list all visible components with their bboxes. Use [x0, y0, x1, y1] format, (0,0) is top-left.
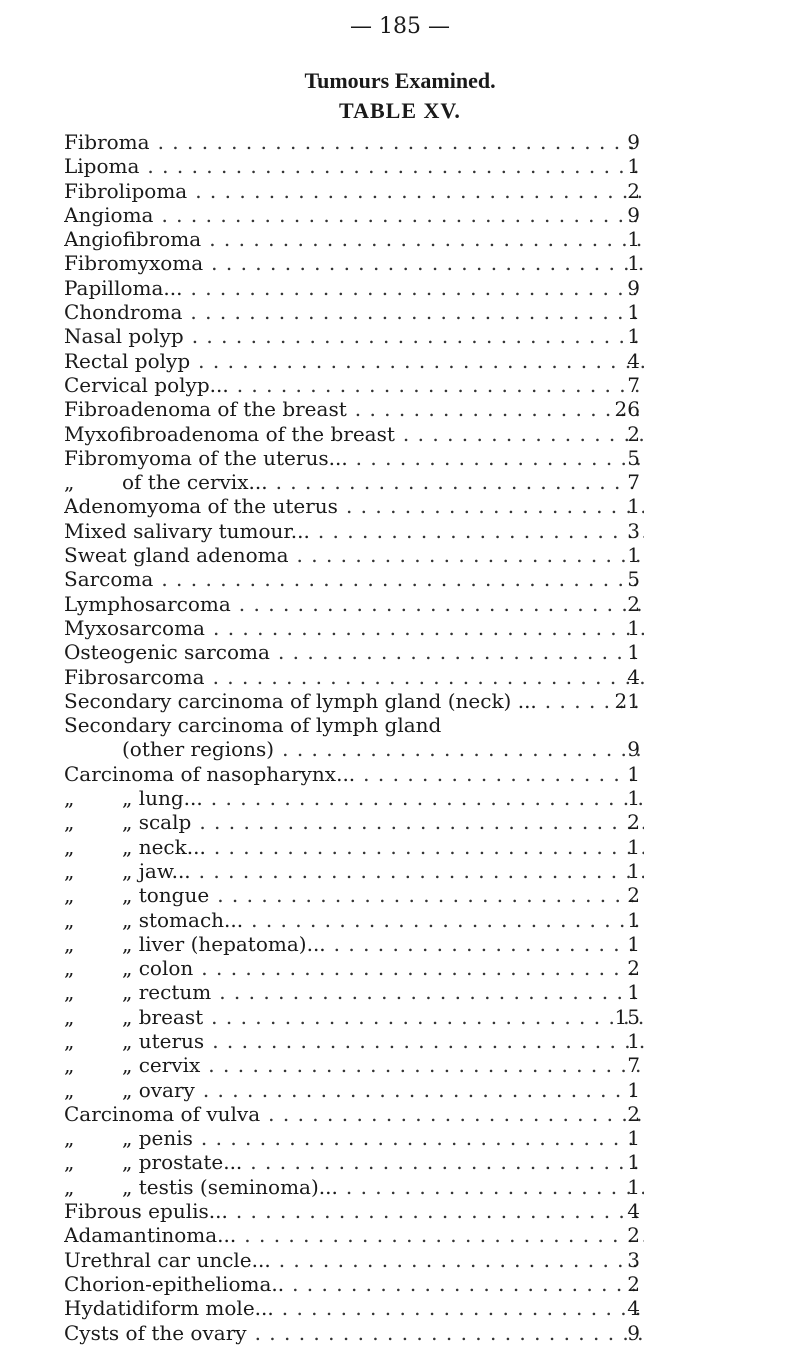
row-label	[64, 1248, 271, 1272]
row-count: 1	[627, 154, 640, 179]
ditto-mark: „	[64, 1150, 75, 1175]
table-row	[64, 737, 644, 761]
ditto-mark: „	[64, 907, 75, 932]
row-label	[64, 179, 187, 203]
row-label	[64, 980, 211, 1004]
row-count: 1	[627, 1077, 640, 1102]
row-label-text: Papilloma...	[64, 275, 183, 300]
leader-dots	[338, 1175, 644, 1199]
table-row	[64, 154, 644, 178]
row-count: 3	[627, 518, 640, 543]
row-label-text: Carcinoma of vulva	[64, 1101, 261, 1126]
leader-dots	[206, 835, 644, 859]
leader-dots	[150, 130, 644, 154]
row-label	[64, 1223, 236, 1247]
leader-dots	[310, 519, 644, 543]
row-label-text: Chorion-epithelioma..	[64, 1271, 285, 1296]
row-count	[600, 713, 640, 737]
row-label	[64, 519, 310, 543]
row-count: 9	[627, 1320, 640, 1345]
table-row	[64, 1005, 644, 1029]
row-count: 1	[627, 1126, 640, 1151]
row-count: 7	[627, 1053, 640, 1078]
table-row	[64, 859, 644, 883]
leader-dots	[190, 349, 644, 373]
row-count: 9	[627, 275, 640, 300]
row-label-text: Carcinoma of nasopharynx...	[64, 761, 356, 786]
leader-dots	[271, 1248, 644, 1272]
ditto-mark: „	[64, 931, 75, 956]
row-label-text: Myxosarcoma	[64, 615, 205, 640]
row-count: 1	[627, 980, 640, 1005]
row-label	[64, 640, 270, 664]
table-row	[64, 1053, 644, 1077]
leader-dots	[338, 494, 644, 518]
row-count: 1	[627, 1174, 640, 1199]
row-label-text: Fibromyxoma	[64, 251, 204, 276]
leader-dots	[182, 300, 644, 324]
row-label	[64, 1296, 274, 1320]
row-count: 2	[627, 1223, 640, 1248]
row-count: 2	[627, 810, 640, 835]
row-label-text: „ uterus	[122, 1028, 205, 1053]
ditto-mark: „	[64, 883, 75, 908]
row-label	[64, 835, 206, 859]
row-label-text: Cervical polyp...	[64, 372, 229, 397]
leader-dots	[260, 1102, 644, 1126]
row-count: 9	[627, 202, 640, 227]
leader-dots	[289, 543, 644, 567]
row-label-text: „ tongue	[122, 883, 210, 908]
row-label	[64, 1321, 247, 1345]
table-row	[64, 324, 644, 348]
leader-dots	[205, 616, 644, 640]
leader-dots	[229, 373, 644, 397]
row-label	[64, 1078, 195, 1102]
row-label	[64, 1053, 200, 1077]
table-row	[64, 932, 644, 956]
row-count: 2	[627, 1101, 640, 1126]
row-label-text: „ scalp	[122, 810, 192, 835]
row-label-text: „ liver (hepatoma)...	[122, 931, 326, 956]
row-label-text: Osteogenic sarcoma	[64, 640, 270, 665]
row-label	[64, 592, 231, 616]
row-count: 7	[627, 470, 640, 495]
table-row	[64, 665, 644, 689]
table-row	[64, 640, 644, 664]
row-count: 15	[614, 1004, 640, 1029]
leader-dots	[187, 179, 644, 203]
row-label-text: Adamantinoma...	[64, 1223, 237, 1248]
row-label-text: „ stomach...	[122, 907, 244, 932]
row-label	[64, 1005, 203, 1029]
table-row	[64, 786, 644, 810]
row-label	[64, 1126, 193, 1150]
row-label	[64, 324, 184, 348]
leader-dots	[231, 592, 644, 616]
row-count: 1	[627, 858, 640, 883]
table-row	[64, 908, 644, 932]
row-label-text: Fibrous epulis...	[64, 1199, 228, 1224]
table-row	[64, 1296, 644, 1320]
row-label-text: Sweat gland adenoma	[64, 543, 289, 568]
table-row	[64, 1321, 644, 1345]
row-label-text: „ cervix	[122, 1053, 201, 1078]
leader-dots	[153, 567, 644, 591]
row-label	[64, 494, 338, 518]
row-count: 1	[627, 640, 640, 665]
row-label-text: „ neck...	[122, 834, 206, 859]
row-label-text: „ prostate...	[122, 1150, 243, 1175]
row-label	[64, 859, 191, 883]
row-label-text: „ penis	[122, 1126, 193, 1151]
row-count: 1	[627, 615, 640, 640]
table-row	[64, 470, 644, 494]
table-row	[64, 1102, 644, 1126]
leader-dots	[204, 1029, 644, 1053]
ditto-mark: „	[64, 1174, 75, 1199]
row-label-text: Rectal polyp	[64, 348, 191, 373]
row-label-text: Fibromyoma of the uterus...	[64, 445, 348, 470]
leader-dots	[191, 810, 644, 834]
table-row	[64, 616, 644, 640]
table-row	[64, 1078, 644, 1102]
table-row	[64, 835, 644, 859]
table-row	[64, 1199, 644, 1223]
row-count: 2	[627, 591, 640, 616]
row-count: 4	[627, 664, 640, 689]
row-count: 9	[627, 737, 640, 762]
row-label-text: (other regions)	[122, 737, 275, 762]
ditto-mark: „	[64, 470, 75, 495]
row-count: 1	[627, 1028, 640, 1053]
leader-dots	[184, 324, 644, 348]
ditto-mark: „	[64, 858, 75, 883]
row-label-text: „ rectum	[122, 980, 212, 1005]
row-label	[64, 130, 150, 154]
row-label	[64, 737, 274, 761]
row-label-text: Fibroadenoma of the breast	[64, 397, 347, 422]
row-label-text: „ lung...	[122, 786, 203, 811]
row-count: 9	[627, 130, 640, 154]
row-label-text: Angiofibroma	[64, 227, 202, 252]
row-count: 1	[627, 1150, 640, 1175]
row-count: 26	[614, 397, 640, 422]
leader-dots	[203, 1005, 644, 1029]
row-label	[64, 251, 203, 275]
row-label	[64, 786, 203, 810]
table-row	[64, 203, 644, 227]
table-row	[64, 130, 644, 154]
table-row	[64, 300, 644, 324]
table-row	[64, 1248, 644, 1272]
table-row	[64, 519, 644, 543]
table-row	[64, 1272, 644, 1296]
table-row	[64, 762, 644, 786]
row-label-text: „ jaw...	[122, 858, 191, 883]
ditto-mark: „	[64, 1028, 75, 1053]
leader-dots	[182, 276, 644, 300]
row-label	[64, 810, 191, 834]
table-row	[64, 1126, 644, 1150]
leader-dots	[326, 932, 644, 956]
row-label-text: Secondary carcinoma of lymph gland (neck) ...	[64, 688, 537, 713]
leader-dots	[209, 883, 644, 907]
row-label	[64, 908, 243, 932]
table-row	[64, 1175, 644, 1199]
row-label	[64, 665, 205, 689]
count-column	[600, 130, 640, 1345]
table-row	[64, 422, 644, 446]
row-label-text: Urethral car uncle...	[64, 1247, 271, 1272]
page-title: Tumours Examined.	[304, 68, 496, 93]
row-label	[64, 227, 201, 251]
page-number: — 185 —	[350, 14, 450, 39]
row-label	[64, 543, 289, 567]
row-label	[64, 1102, 260, 1126]
row-label	[64, 1150, 242, 1174]
row-label-text: Mixed salivary tumour...	[64, 518, 310, 543]
row-label-text: „ breast	[122, 1004, 204, 1029]
row-count: 2	[627, 883, 640, 908]
leader-dots	[242, 1150, 644, 1174]
row-label	[64, 616, 205, 640]
leader-dots	[211, 980, 644, 1004]
leader-dots	[228, 1199, 644, 1223]
leader-dots	[205, 665, 644, 689]
row-count: 2	[627, 421, 640, 446]
row-label-text: Fibrosarcoma	[64, 664, 205, 689]
row-count: 4	[627, 348, 640, 373]
row-label-text: Chondroma	[64, 300, 183, 325]
row-label	[64, 1175, 338, 1199]
row-label	[64, 762, 355, 786]
row-label-text: „ testis (seminoma)...	[122, 1174, 338, 1199]
row-label	[64, 1029, 204, 1053]
row-count: 1	[627, 494, 640, 519]
leader-dots	[270, 640, 644, 664]
ditto-mark: „	[64, 1077, 75, 1102]
table-row	[64, 251, 644, 275]
row-count: 5	[627, 567, 640, 592]
row-label-text: „ colon	[122, 956, 194, 981]
row-count: 1	[627, 834, 640, 859]
table-row	[64, 567, 644, 591]
row-count: 1	[627, 324, 640, 349]
table-row	[64, 883, 644, 907]
row-count: 2	[627, 956, 640, 981]
leader-dots	[243, 908, 644, 932]
row-label	[64, 713, 441, 737]
row-count: 4	[627, 1199, 640, 1224]
leader-dots	[284, 1272, 644, 1296]
row-label	[64, 349, 190, 373]
row-label-text: Nasal polyp	[64, 324, 184, 349]
leader-dots	[274, 1296, 644, 1320]
row-label	[64, 1272, 284, 1296]
row-label	[64, 932, 326, 956]
row-label	[64, 422, 395, 446]
row-label-text: Hydatidiform mole...	[64, 1296, 274, 1321]
ditto-mark: „	[64, 956, 75, 981]
row-count: 1	[627, 786, 640, 811]
row-label	[64, 883, 209, 907]
row-label-text: Fibroma	[64, 130, 150, 154]
table-row	[64, 179, 644, 203]
table-row	[64, 713, 644, 737]
row-label	[64, 446, 348, 470]
row-count: 5	[627, 445, 640, 470]
row-label	[64, 689, 537, 713]
leader-dots	[236, 1223, 644, 1247]
table-row	[64, 956, 644, 980]
table-row	[64, 592, 644, 616]
table-row	[64, 1029, 644, 1053]
ditto-mark: „	[64, 810, 75, 835]
row-label	[64, 300, 182, 324]
row-count: 1	[627, 227, 640, 252]
row-label	[64, 567, 153, 591]
row-label-text: „ ovary	[122, 1077, 195, 1102]
row-count: 1	[627, 761, 640, 786]
ditto-mark: „	[64, 786, 75, 811]
table-label: TABLE XV.	[339, 98, 461, 123]
ditto-mark: „	[64, 1126, 75, 1151]
row-label	[64, 203, 153, 227]
row-label	[64, 1199, 228, 1223]
row-count: 3	[627, 1247, 640, 1272]
table-row	[64, 276, 644, 300]
leader-dots	[200, 1053, 644, 1077]
table-row	[64, 227, 644, 251]
row-count: 2	[627, 1271, 640, 1296]
table-row	[64, 373, 644, 397]
row-label-text: Lipoma	[64, 154, 140, 179]
leader-dots	[193, 956, 644, 980]
row-count: 7	[627, 372, 640, 397]
row-label-text: Secondary carcinoma of lymph gland	[64, 713, 442, 738]
table-row	[64, 397, 644, 421]
leader-dots	[153, 203, 644, 227]
row-label-text: Cysts of the ovary	[64, 1320, 247, 1345]
row-label	[64, 154, 139, 178]
table-row	[64, 1150, 644, 1174]
row-label	[64, 397, 347, 421]
row-label	[64, 470, 268, 494]
row-label-text: Fibrolipoma	[64, 178, 188, 203]
row-count: 1	[627, 300, 640, 325]
ditto-mark: „	[64, 1004, 75, 1029]
leader-dots	[203, 786, 644, 810]
row-label	[64, 373, 229, 397]
leader-dots	[191, 859, 644, 883]
row-count: 1	[627, 907, 640, 932]
leader-dots	[268, 470, 644, 494]
table-row	[64, 349, 644, 373]
table-row	[64, 543, 644, 567]
leader-dots	[193, 1126, 644, 1150]
table-row	[64, 689, 644, 713]
ditto-mark: „	[64, 834, 75, 859]
table-row	[64, 980, 644, 1004]
row-label	[64, 276, 182, 300]
leader-dots	[274, 737, 644, 761]
row-label	[64, 956, 193, 980]
row-count: 2	[627, 178, 640, 203]
tumour-list	[64, 130, 644, 1345]
row-count: 1	[627, 931, 640, 956]
row-label-text: Myxofibroadenoma of the breast	[64, 421, 395, 446]
table-row	[64, 494, 644, 518]
leader-dots	[139, 154, 644, 178]
leader-dots	[203, 251, 644, 275]
row-label-text: Adenomyoma of the uterus	[64, 494, 338, 519]
row-label-text: Angioma	[64, 202, 154, 227]
ditto-mark: „	[64, 1053, 75, 1078]
row-label-text: Lymphosarcoma	[64, 591, 231, 616]
table-row	[64, 1223, 644, 1247]
table-row	[64, 446, 644, 470]
row-count: 21	[614, 688, 640, 713]
row-label-text: of the cervix...	[122, 470, 268, 495]
row-count: 1	[627, 251, 640, 276]
row-label-text: Sarcoma	[64, 567, 154, 592]
leader-dots	[201, 227, 644, 251]
row-count: 1	[627, 543, 640, 568]
leader-dots	[247, 1321, 644, 1345]
leader-dots	[195, 1078, 644, 1102]
ditto-mark: „	[64, 980, 75, 1005]
table-row	[64, 810, 644, 834]
row-count: 4	[627, 1296, 640, 1321]
